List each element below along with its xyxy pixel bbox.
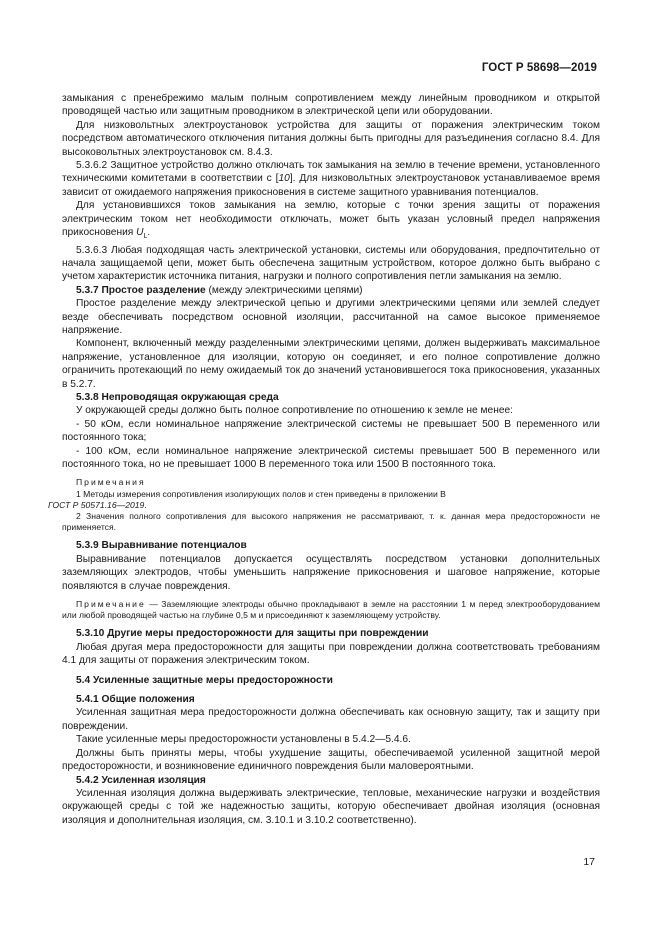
paragraph: Выравнивание потенциалов допускается осуществлять посредством установки дополнительных заземляющих электродов, чтобы уменьшить напряжение прикосновения и шаговое напряжение, которые появляются в случае повреждения. bbox=[62, 553, 600, 592]
voltage-symbol: U bbox=[136, 227, 144, 239]
paragraph: Должны быть приняты меры, чтобы ухудшение защиты, обеспечиваемой усиленной защитной мерой предосторожности, и возникновение единичного повреждения были маловероятными. bbox=[62, 747, 600, 773]
paragraph: У окружающей среды должно быть полное сопротивление по отношению к земле не менее: bbox=[76, 405, 514, 417]
paragraph: Простое разделение между электрической цепью и другими электрическими цепями или землей следует везде обеспечивать посредством основной изоляции, рассчитанной на самое высокое применяемое напряжение. bbox=[62, 298, 600, 336]
paragraph: замыкания с пренебрежимо малым полным сопротивлением между линейным проводником и открытой проводящей частью или защитным проводником в электрической цепи или оборудовании. bbox=[62, 93, 600, 118]
list-item: - 50 кОм, если номинальное напряжение электрической системы не превышает 500 В переменного или постоянного тока; bbox=[62, 418, 600, 444]
list-item: - 100 кОм, если номинальное напряжение электрической системы превышает 500 В переменного или постоянного тока, но не превышает 1000 В переменного тока или 1500 В постоянного тока. bbox=[62, 445, 600, 470]
note-2: 2 Значения полного сопротивления для высокого напряжения не рассматривают, т. к. данная мера предосторожности не применяется. bbox=[62, 511, 600, 533]
heading-5-4-1: 5.4.1 Общие положения bbox=[76, 694, 195, 706]
paragraph-5-3-6-3: 5.3.6.3 Любая подходящая часть электрической установки, системы или оборудования, предпочтительно от начала защищаемой цепи, может быть обеспечена защитным устройством, которое должно быть выбрано с учетом характеристик источника питания, нагрузки и полного сопротивления петли замыкания на землю. bbox=[62, 244, 600, 283]
paragraph: Любая другая мера предосторожности для защиты при повреждении должна соответствовать требованиям 4.1 для защиты от поражения электрическим током. bbox=[62, 641, 600, 667]
heading-5-4: 5.4 Усиленные защитные меры предосторожности bbox=[76, 674, 333, 686]
paragraph: Для низковольтных электроустановок устройства для защиты от поражения электрическим током посредством автоматического отключения питания должны быть пригодны для разъединения согласно 8.4. Для высоковольтных электроустановок см. 8.4.3. bbox=[62, 119, 600, 158]
paragraph: Такие усиленные меры предосторожности установлены в 5.4.2—5.4.6. bbox=[76, 734, 411, 746]
paragraph-5-3-6-2: 5.3.6.2 Защитное устройство должно отключать ток замыкания на землю в течение времени, установленного техническими комитетами в соответствии с [10]. Для низковольтных электроустановок устанавливаемое время зависит от ожидаемого напряжения прикосновения в системе защитного уравнивания потенциалов. bbox=[62, 160, 600, 198]
page-body bbox=[48, 92, 600, 827]
note-1: 1 Методы измерения сопротивления изолирующих полов и стен приведены в приложении В ГОСТ Р 50571.16—2019. bbox=[48, 488, 446, 510]
reference: ГОСТ Р 50571.16—2019 bbox=[48, 499, 145, 510]
heading-5-4-2: 5.4.2 Усиленная изоляция bbox=[76, 774, 206, 786]
paragraph: Усиленная изоляция должна выдерживать электрические, тепловые, механические нагрузки и воздействия окружающей среды с той же надежностью защиты, которую обеспечивает двойная изоляция (основная изоляция и дополнительная изоляция, см. 3.10.1 и 3.10.2 соответственно). bbox=[62, 787, 600, 826]
notes-title: Примечания bbox=[76, 477, 146, 488]
voltage-subscript: L bbox=[143, 233, 148, 241]
heading-5-3-9: 5.3.9 Выравнивание потенциалов bbox=[76, 540, 247, 552]
note-3: Примечание — Заземляющие электроды обычно прокладывают в земле на расстоянии 1 м перед электрооборудованием или любой проводящей частью на глубине 0,5 м и присоединяют к заземляющему устройству. bbox=[62, 599, 600, 621]
reference: 10 bbox=[278, 173, 290, 185]
paragraph: Для установившихся токов замыкания на землю, которые с точки зрения защиты от поражения электрическим током нет необходимости отключать, может быть указан условный предел напряжения прикосновения $U_L$. bbox=[62, 200, 600, 241]
heading-5-3-10: 5.3.10 Другие меры предосторожности для защиты при повреждении bbox=[76, 628, 429, 640]
heading-5-3-8: 5.3.8 Непроводящая окружающая среда bbox=[76, 391, 279, 403]
heading-5-3-7: 5.3.7 Простое разделение (между электрическими цепями) bbox=[76, 284, 363, 296]
paragraph: Компонент, включенный между разделенными электрическими цепями, должен выдерживать максимальное напряжение, установленное для изоляции, которую он соединяет, и его полное сопротивление должно ограничить протекающий по нему ожидаемый ток до значений установившегося тока прикосновения, указанных в 5.2.7. bbox=[62, 338, 600, 390]
paragraph: Усиленная защитная мера предосторожности должна обеспечивать как основную защиту, так и защиту при повреждении. bbox=[62, 707, 600, 732]
page-number: 17 bbox=[583, 856, 595, 868]
document-code: ГОСТ Р 58698—2019 bbox=[481, 62, 597, 74]
